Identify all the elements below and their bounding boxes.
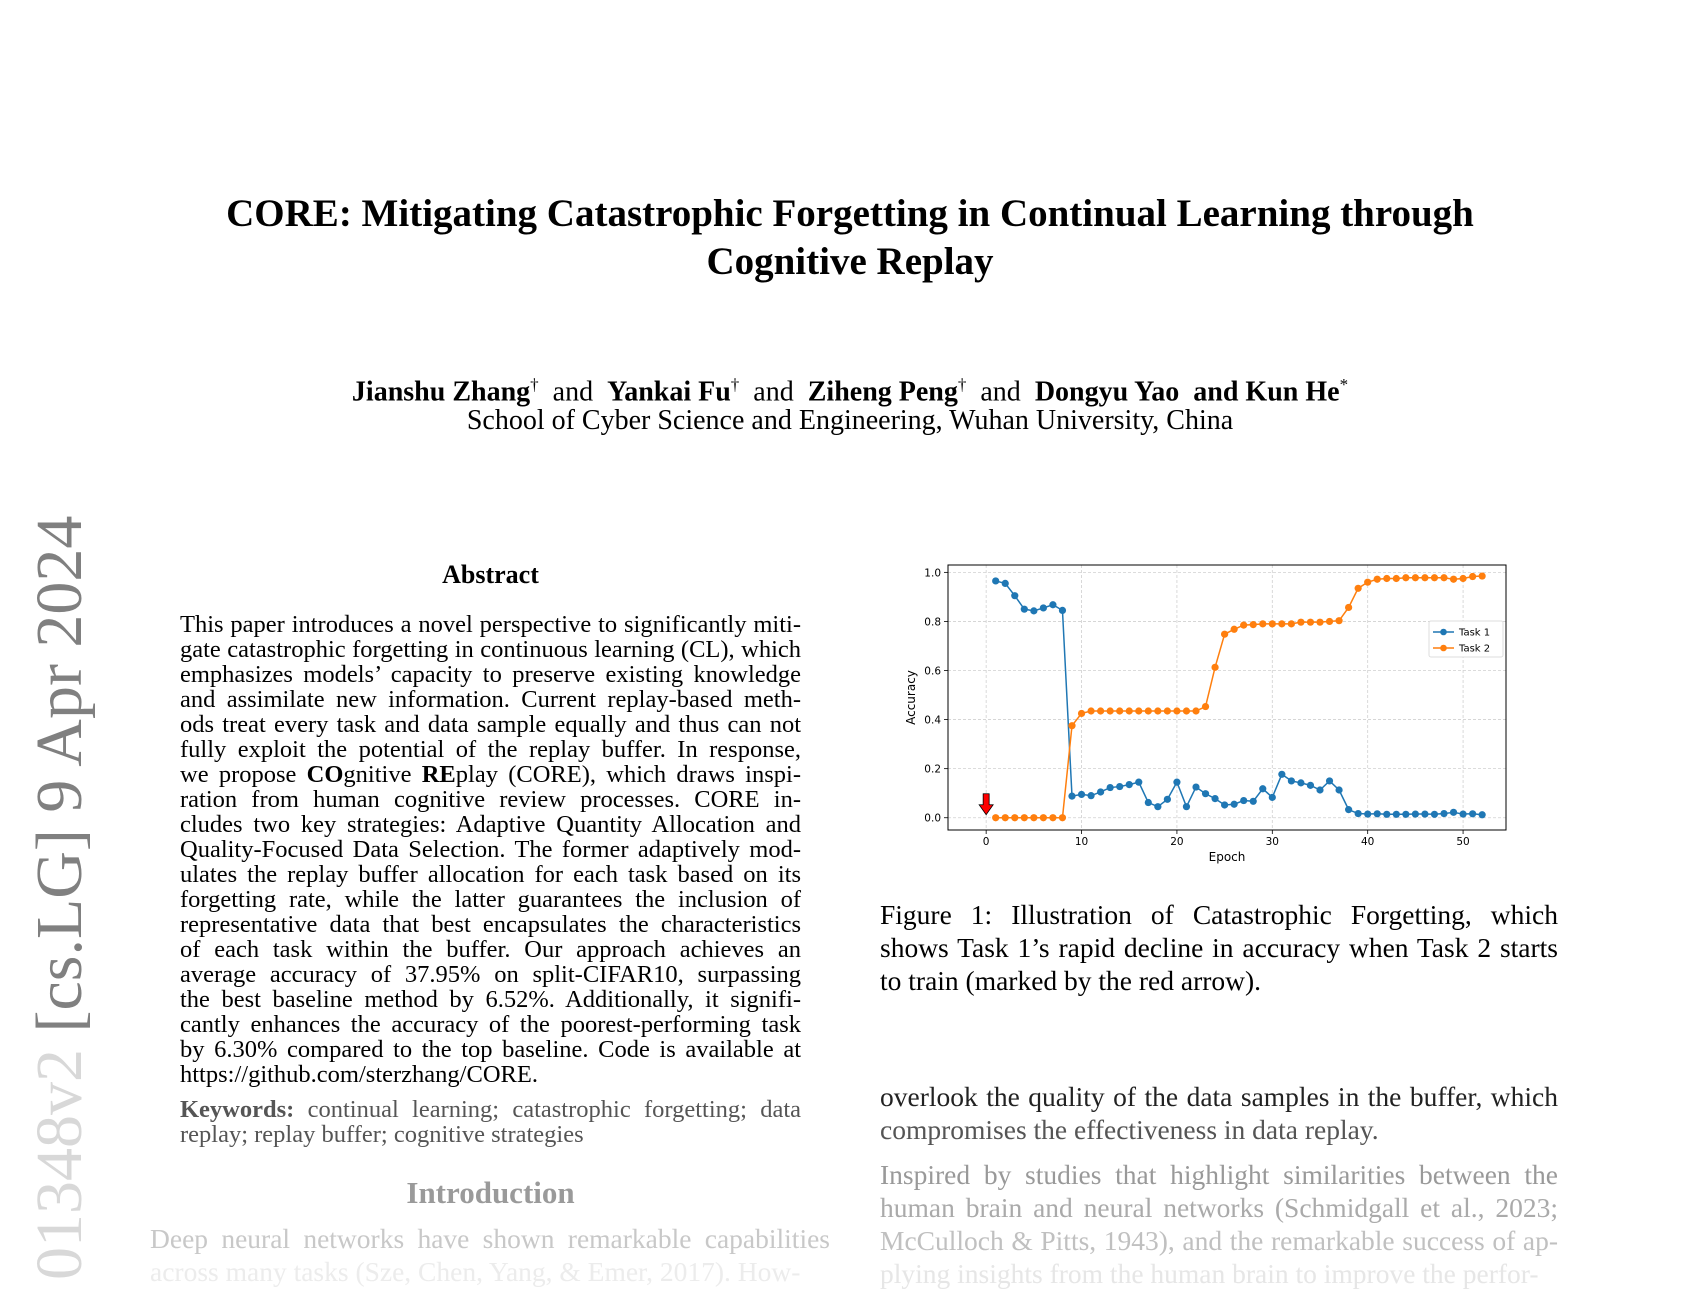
x-tick-label: 20	[1170, 836, 1184, 848]
text-segment: gate catastrophic forgetting in continuous learning (CL), which	[180, 636, 801, 663]
text-line	[880, 1191, 1558, 1224]
data-point-task-1	[1078, 791, 1085, 798]
text-segment: forgetting rate, while the latter guarantees the inclusion of	[180, 886, 801, 913]
author-name: Ziheng Peng	[807, 376, 958, 408]
data-point-task-1	[1154, 803, 1161, 810]
author-name: Jianshu Zhang	[351, 376, 531, 408]
data-point-task-2	[1412, 574, 1419, 581]
bold-text: Keywords:	[180, 1096, 295, 1123]
text-line	[180, 1062, 801, 1087]
data-point-task-1	[1297, 779, 1304, 786]
data-point-task-2	[1440, 574, 1447, 581]
text-segment: ration from human cognitive review processes. CORE in-	[180, 786, 801, 813]
data-point-task-2	[1145, 707, 1152, 714]
data-point-task-2	[1192, 707, 1199, 714]
data-point-task-1	[1040, 604, 1047, 611]
text-segment: https://github.com/sterzhang/CORE.	[180, 1061, 538, 1088]
data-point-task-1	[1011, 592, 1018, 599]
data-point-task-1	[1240, 797, 1247, 804]
abstract-body	[180, 612, 801, 1087]
keywords	[180, 1097, 801, 1147]
data-point-task-2	[1288, 620, 1295, 627]
data-point-task-2	[1011, 814, 1018, 821]
arxiv-category: [cs.LG]	[23, 829, 96, 1033]
data-point-task-2	[1240, 622, 1247, 629]
data-point-task-1	[1335, 786, 1342, 793]
y-tick-label: 0.8	[924, 616, 941, 629]
data-point-task-1	[1269, 794, 1276, 801]
data-point-task-1	[1259, 785, 1266, 792]
text-line	[880, 964, 1558, 997]
y-tick-label: 1.0	[924, 567, 941, 580]
x-tick-label: 50	[1456, 836, 1470, 848]
data-point-task-1	[1135, 779, 1142, 786]
data-point-task-1	[1183, 803, 1190, 810]
data-point-task-1	[1145, 799, 1152, 806]
text-line	[150, 1255, 830, 1288]
data-point-task-2	[1068, 722, 1075, 729]
data-point-task-2	[1316, 619, 1323, 626]
data-point-task-2	[1421, 574, 1428, 581]
data-point-task-1	[1374, 810, 1381, 817]
x-tick-label: 30	[1265, 836, 1279, 848]
data-point-task-2	[1355, 585, 1362, 592]
data-point-task-1	[1211, 795, 1218, 802]
data-point-task-2	[1269, 620, 1276, 627]
data-point-task-1	[1383, 811, 1390, 818]
text-line	[180, 1097, 801, 1122]
data-point-task-2	[1259, 620, 1266, 627]
abstract-heading: Abstract	[442, 560, 539, 589]
data-point-task-2	[1326, 618, 1333, 625]
data-point-task-2	[1383, 575, 1390, 582]
text-segment: the best baseline method by 6.52%. Additionally, it signifi-	[180, 986, 801, 1013]
legend-marker	[1440, 645, 1447, 652]
author-mark: †	[530, 375, 539, 394]
data-point-task-2	[1030, 814, 1037, 821]
text-segment: we propose	[180, 761, 307, 788]
text-segment: to train (marked by the red arrow).	[880, 965, 1262, 996]
data-point-task-1	[1068, 793, 1075, 800]
data-point-task-2	[1126, 707, 1133, 714]
text-line	[880, 1158, 1558, 1191]
data-point-task-2	[1402, 574, 1409, 581]
data-point-task-2	[1231, 626, 1238, 633]
data-point-task-1	[1173, 779, 1180, 786]
data-point-task-1	[1087, 792, 1094, 799]
data-point-task-1	[1326, 777, 1333, 784]
data-point-task-1	[1202, 790, 1209, 797]
data-point-task-1	[1164, 796, 1171, 803]
text-line	[180, 987, 801, 1012]
legend-marker	[1440, 629, 1447, 636]
data-point-task-1	[1316, 786, 1323, 793]
data-point-task-2	[1183, 707, 1190, 714]
text-segment: ulates the replay buffer allocation for each task based on its	[180, 861, 801, 888]
data-point-task-2	[1154, 707, 1161, 714]
text-segment: emphasizes models’ capacity to preserve existing knowledge	[180, 661, 801, 688]
data-point-task-1	[1278, 771, 1285, 778]
author-mark: *	[1339, 375, 1349, 394]
title-line: CORE: Mitigating Catastrophic Forgetting in Continual Learning through	[226, 192, 1474, 235]
data-point-task-1	[1421, 810, 1428, 817]
arxiv-watermark	[20, 516, 100, 1280]
author-name: Dongyu Yao	[1034, 376, 1180, 408]
y-tick-label: 0.0	[924, 812, 941, 825]
data-point-task-1	[1097, 788, 1104, 795]
legend-label: Task 2	[1459, 643, 1491, 655]
y-tick-label: 0.2	[924, 763, 941, 776]
data-point-task-2	[1335, 617, 1342, 624]
data-point-task-2	[1173, 707, 1180, 714]
data-point-task-1	[1440, 810, 1447, 817]
data-point-task-2	[1021, 814, 1028, 821]
and-text: and	[753, 376, 794, 408]
data-point-task-2	[1345, 604, 1352, 611]
arxiv-date: 9 Apr 2024	[23, 515, 96, 813]
text-segment: human brain and neural networks (Schmidgall et al., 2023;	[880, 1192, 1558, 1223]
text-line	[880, 1080, 1558, 1113]
text-segment: and assimilate new information. Current replay-based meth-	[180, 686, 801, 713]
data-point-task-1	[1307, 782, 1314, 789]
right-column-body-2	[880, 1158, 1558, 1290]
text-segment: compromises the effectiveness in data replay.	[880, 1114, 1379, 1145]
text-segment: across many tasks (Sze, Chen, Yang, & Emer, 2017). How-	[150, 1256, 801, 1287]
data-point-task-2	[1107, 707, 1114, 714]
data-point-task-1	[1030, 607, 1037, 614]
text-line	[180, 687, 801, 712]
text-line	[180, 712, 801, 737]
data-point-task-2	[1202, 703, 1209, 710]
text-line	[180, 1037, 801, 1062]
text-line	[180, 637, 801, 662]
text-segment: average accuracy of 37.95% on split-CIFAR10, surpassing	[180, 961, 801, 988]
data-point-task-1	[1479, 811, 1486, 818]
data-point-task-1	[1059, 607, 1066, 614]
text-segment: play (CORE), which draws inspi-	[455, 761, 801, 788]
author-mark: †	[957, 375, 967, 394]
data-point-task-2	[1164, 707, 1171, 714]
title-line: Cognitive Replay	[706, 240, 994, 283]
data-point-task-2	[1116, 707, 1123, 714]
data-point-task-1	[1345, 806, 1352, 813]
text-segment: representative data that best encapsulates the characteristics	[180, 911, 801, 938]
data-point-task-1	[1126, 781, 1133, 788]
text-line	[880, 931, 1558, 964]
figure-1-chart	[900, 550, 1520, 880]
legend-label: Task 1	[1459, 627, 1491, 639]
data-point-task-1	[1393, 811, 1400, 818]
text-segment: cantly enhances the accuracy of the poorest-performing task	[180, 1011, 801, 1038]
paper-title	[150, 190, 1550, 286]
data-point-task-1	[1192, 783, 1199, 790]
data-point-task-2	[1469, 573, 1476, 580]
text-segment: continual learning; catastrophic forgetting; data	[294, 1096, 801, 1123]
text-segment: Quality-Focused Data Selection. The former adaptively mod-	[180, 836, 801, 863]
y-tick-label: 0.6	[924, 665, 941, 678]
y-tick-label: 0.4	[924, 714, 941, 727]
introduction-body	[150, 1222, 830, 1288]
data-point-task-2	[1211, 664, 1218, 671]
data-point-task-1	[1364, 810, 1371, 817]
data-point-task-1	[1288, 777, 1295, 784]
text-segment: Inspired by studies that highlight similarities between the	[880, 1159, 1558, 1190]
text-line	[180, 937, 801, 962]
y-axis-label: Accuracy	[904, 670, 918, 725]
bold-text: CO	[306, 761, 344, 788]
series-line-task-2	[996, 576, 1482, 818]
text-line	[180, 762, 801, 787]
x-axis-label: Epoch	[1208, 850, 1246, 864]
author-name: Kun He	[1245, 376, 1340, 408]
text-line	[180, 862, 801, 887]
data-point-task-2	[992, 814, 999, 821]
text-segment: gnitive	[343, 761, 422, 788]
data-point-task-1	[1450, 809, 1457, 816]
data-point-task-2	[1393, 575, 1400, 582]
x-tick-label: 40	[1361, 836, 1375, 848]
text-line	[880, 1224, 1558, 1257]
author-mark: †	[730, 375, 740, 394]
right-column-body	[880, 1080, 1558, 1146]
data-point-task-1	[1412, 810, 1419, 817]
text-line	[180, 1122, 801, 1147]
data-point-task-2	[1040, 814, 1047, 821]
data-point-task-2	[1297, 619, 1304, 626]
data-point-task-1	[1250, 798, 1257, 805]
text-segment: overlook the quality of the data samples in the buffer, which	[880, 1081, 1558, 1112]
data-point-task-2	[1049, 814, 1056, 821]
and-text: and	[1193, 376, 1239, 408]
data-point-task-2	[1097, 707, 1104, 714]
introduction-heading: Introduction	[406, 1175, 575, 1210]
data-point-task-2	[1078, 710, 1085, 717]
red-arrow-icon	[979, 794, 993, 815]
data-point-task-1	[992, 577, 999, 584]
data-point-task-2	[1450, 576, 1457, 583]
text-segment: by 6.30% compared to the top baseline. Code is available at	[180, 1036, 801, 1063]
affiliation: School of Cyber Science and Engineering, Wuhan University, China	[466, 405, 1234, 436]
data-point-task-2	[1459, 575, 1466, 582]
data-point-task-1	[1221, 801, 1228, 808]
data-point-task-2	[1059, 814, 1066, 821]
text-segment: cludes two key strategies: Adaptive Quantity Allocation and	[180, 811, 801, 838]
text-segment: This paper introduces a novel perspective to significantly miti-	[180, 611, 801, 638]
data-point-task-1	[1021, 606, 1028, 613]
data-point-task-1	[1116, 783, 1123, 790]
text-line	[180, 737, 801, 762]
text-line	[180, 1012, 801, 1037]
text-line	[180, 912, 801, 937]
and-text: and	[552, 376, 594, 408]
text-segment: fully exploit the potential of the replay buffer. In response,	[180, 736, 801, 763]
data-point-task-1	[1231, 801, 1238, 808]
data-point-task-2	[1087, 707, 1094, 714]
data-point-task-2	[1479, 572, 1486, 579]
text-line	[880, 1257, 1558, 1290]
data-point-task-1	[1049, 601, 1056, 608]
plot-frame	[948, 565, 1506, 830]
data-point-task-2	[1221, 631, 1228, 638]
text-line	[880, 1113, 1558, 1146]
text-segment: ods treat every task and data sample equally and thus can not	[180, 711, 801, 738]
data-point-task-2	[1135, 707, 1142, 714]
text-segment: of each task within the buffer. Our approach achieves an	[180, 936, 801, 963]
data-point-task-2	[1364, 579, 1371, 586]
text-line	[880, 898, 1558, 931]
text-line	[180, 887, 801, 912]
figure-caption	[880, 898, 1558, 997]
data-point-task-1	[1355, 810, 1362, 817]
text-segment: McCulloch & Pitts, 1943), and the remarkable success of ap-	[880, 1225, 1558, 1256]
data-point-task-1	[1469, 810, 1476, 817]
data-point-task-2	[1307, 619, 1314, 626]
text-segment: replay; replay buffer; cognitive strategies	[180, 1121, 584, 1148]
series-line-task-1	[996, 581, 1482, 815]
text-line	[180, 812, 801, 837]
text-line	[180, 837, 801, 862]
and-text: and	[980, 376, 1021, 408]
x-tick-label: 10	[1074, 836, 1089, 848]
text-segment: Deep neural networks have shown remarkable capabilities	[150, 1223, 830, 1254]
data-point-task-2	[1431, 574, 1438, 581]
text-segment: plying insights from the human brain to improve the perfor-	[880, 1258, 1539, 1289]
data-point-task-1	[1402, 811, 1409, 818]
data-point-task-1	[1107, 784, 1114, 791]
arxiv-id: 01348v2	[23, 1049, 96, 1280]
text-line	[180, 787, 801, 812]
text-line	[180, 662, 801, 687]
data-point-task-2	[1374, 576, 1381, 583]
text-line	[180, 962, 801, 987]
data-point-task-2	[1278, 620, 1285, 627]
text-segment: shows Task 1’s rapid decline in accuracy when Task 2 starts	[880, 932, 1558, 963]
text-segment: Figure 1: Illustration of Catastrophic Forgetting, which	[880, 899, 1558, 930]
x-tick-label: 0	[982, 836, 990, 848]
text-line	[180, 612, 801, 637]
data-point-task-1	[1431, 811, 1438, 818]
data-point-task-1	[1459, 810, 1466, 817]
text-line	[150, 1222, 830, 1255]
data-point-task-1	[1002, 580, 1009, 587]
data-point-task-2	[1250, 621, 1257, 628]
data-point-task-2	[1002, 814, 1009, 821]
bold-text: RE	[421, 761, 456, 788]
author-name: Yankai Fu	[607, 376, 731, 408]
